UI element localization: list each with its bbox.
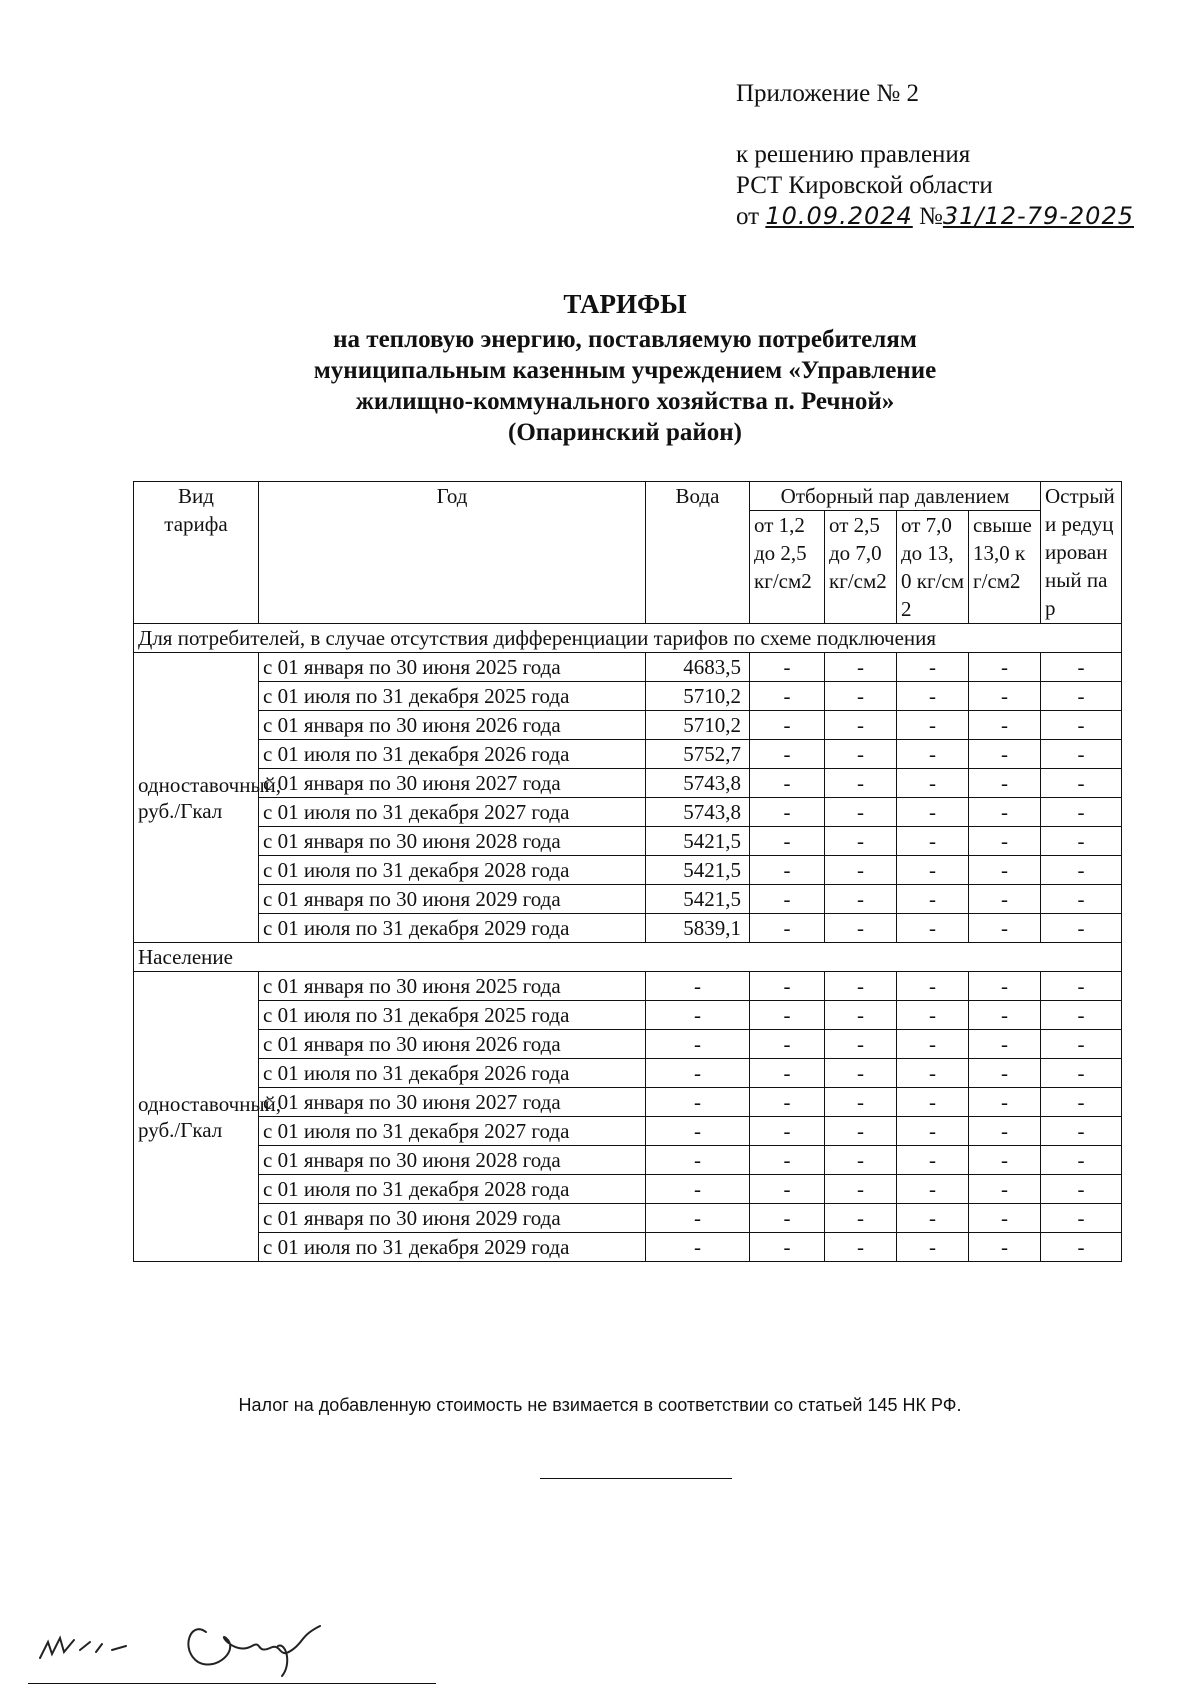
sharp-cell: - [1041, 711, 1122, 740]
p2-cell: - [825, 914, 897, 943]
number-label: № [919, 203, 943, 230]
period-cell: с 01 июля по 31 декабря 2025 года [259, 1001, 646, 1030]
p1-cell: - [750, 972, 825, 1001]
header-sharp-steam: Острый и редуцированный пар [1041, 482, 1122, 624]
table-row [134, 711, 1122, 740]
table-row [134, 1117, 1122, 1146]
water-cell: - [646, 972, 750, 1001]
period-cell: с 01 января по 30 июня 2027 года [259, 1088, 646, 1117]
period-cell: с 01 июля по 31 декабря 2026 года [259, 1059, 646, 1088]
period-cell: с 01 июля по 31 декабря 2027 года [259, 1117, 646, 1146]
table-row [134, 1146, 1122, 1175]
p2-cell: - [825, 798, 897, 827]
water-cell: - [646, 1175, 750, 1204]
table-row [134, 1088, 1122, 1117]
p1-cell: - [750, 1001, 825, 1030]
period-cell: с 01 января по 30 июня 2028 года [259, 1146, 646, 1175]
header-pressure-2: от 2,5 до 7,0 кг/см2 [825, 511, 897, 624]
table-row [134, 1204, 1122, 1233]
water-cell: - [646, 1059, 750, 1088]
water-cell: 5710,2 [646, 682, 750, 711]
sharp-cell: - [1041, 1088, 1122, 1117]
header-pressure-1: от 1,2 до 2,5 кг/см2 [750, 511, 825, 624]
p2-cell: - [825, 1175, 897, 1204]
water-cell: - [646, 1001, 750, 1030]
p3-cell: - [897, 769, 969, 798]
signature-area [30, 1580, 370, 1685]
p2-cell: - [825, 1146, 897, 1175]
p3-cell: - [897, 1030, 969, 1059]
table-row [134, 1233, 1122, 1262]
p1-cell: - [750, 827, 825, 856]
tariff-table [133, 481, 1122, 1262]
document-title [0, 289, 1200, 448]
p2-cell: - [825, 711, 897, 740]
p4-cell: - [969, 1146, 1041, 1175]
title-line-3: жилищно-коммунального хозяйства п. Речной» [355, 388, 895, 415]
p1-cell: - [750, 769, 825, 798]
period-cell: с 01 июля по 31 декабря 2029 года [259, 914, 646, 943]
sharp-cell: - [1041, 914, 1122, 943]
water-cell: 5710,2 [646, 711, 750, 740]
table-row [134, 1175, 1122, 1204]
water-cell: - [646, 1117, 750, 1146]
period-cell: с 01 января по 30 июня 2025 года [259, 653, 646, 682]
period-cell: с 01 января по 30 июня 2029 года [259, 885, 646, 914]
p1-cell: - [750, 798, 825, 827]
p4-cell: - [969, 1059, 1041, 1088]
period-cell: с 01 января по 30 июня 2026 года [259, 711, 646, 740]
p4-cell: - [969, 1001, 1041, 1030]
p2-cell: - [825, 1001, 897, 1030]
table-row [134, 682, 1122, 711]
p2-cell: - [825, 1204, 897, 1233]
title-main: ТАРИФЫ [563, 289, 687, 319]
handwritten-signature [30, 1580, 370, 1680]
water-cell: 5752,7 [646, 740, 750, 769]
appendix-block [736, 78, 1134, 232]
p1-cell: - [750, 885, 825, 914]
water-cell: 5839,1 [646, 914, 750, 943]
p4-cell: - [969, 1233, 1041, 1262]
p4-cell: - [969, 1088, 1041, 1117]
p1-cell: - [750, 1233, 825, 1262]
period-cell: с 01 июля по 31 декабря 2029 года [259, 1233, 646, 1262]
p4-cell: - [969, 1175, 1041, 1204]
header-water: Вода [646, 482, 750, 624]
table-row [134, 856, 1122, 885]
p3-cell: - [897, 827, 969, 856]
p2-cell: - [825, 1059, 897, 1088]
p4-cell: - [969, 653, 1041, 682]
p3-cell: - [897, 1146, 969, 1175]
sharp-cell: - [1041, 972, 1122, 1001]
header-year: Год [259, 482, 646, 624]
sharp-cell: - [1041, 1059, 1122, 1088]
period-cell: с 01 января по 30 июня 2027 года [259, 769, 646, 798]
header-pressure-4: свыше 13,0 кг/см2 [969, 511, 1041, 624]
sharp-cell: - [1041, 1030, 1122, 1059]
signature-line [28, 1683, 436, 1684]
p3-cell: - [897, 914, 969, 943]
title-line-2: муниципальным казенным учреждением «Управление [313, 357, 937, 384]
p3-cell: - [897, 1233, 969, 1262]
p1-cell: - [750, 740, 825, 769]
period-cell: с 01 января по 30 июня 2025 года [259, 972, 646, 1001]
water-cell: 5421,5 [646, 856, 750, 885]
table-row [134, 914, 1122, 943]
table-row [134, 827, 1122, 856]
p2-cell: - [825, 856, 897, 885]
p3-cell: - [897, 1175, 969, 1204]
water-cell: - [646, 1146, 750, 1175]
p2-cell: - [825, 827, 897, 856]
p3-cell: - [897, 972, 969, 1001]
sharp-cell: - [1041, 885, 1122, 914]
table-row [134, 972, 1122, 1001]
p4-cell: - [969, 682, 1041, 711]
p2-cell: - [825, 769, 897, 798]
sharp-cell: - [1041, 1146, 1122, 1175]
vat-footnote: Налог на добавленную стоимость не взимается в соответствии со статьей 145 НК РФ. [238, 1395, 962, 1415]
table-row [134, 798, 1122, 827]
table-row [134, 1001, 1122, 1030]
sharp-cell: - [1041, 653, 1122, 682]
water-cell: 5421,5 [646, 885, 750, 914]
period-cell: с 01 января по 30 июня 2028 года [259, 827, 646, 856]
p2-cell: - [825, 972, 897, 1001]
p2-cell: - [825, 740, 897, 769]
appendix-number: Приложение № 2 [736, 80, 920, 107]
p2-cell: - [825, 1088, 897, 1117]
period-cell: с 01 января по 30 июня 2029 года [259, 1204, 646, 1233]
p1-cell: - [750, 1059, 825, 1088]
appendix-date-line [736, 201, 1134, 232]
appendix-decision: к решению правления [736, 141, 971, 168]
p4-cell: - [969, 740, 1041, 769]
p3-cell: - [897, 1001, 969, 1030]
header-kind: Вид тарифа [134, 482, 259, 624]
p2-cell: - [825, 653, 897, 682]
p4-cell: - [969, 769, 1041, 798]
water-cell: 5421,5 [646, 827, 750, 856]
sharp-cell: - [1041, 740, 1122, 769]
p1-cell: - [750, 1088, 825, 1117]
sharp-cell: - [1041, 769, 1122, 798]
sharp-cell: - [1041, 798, 1122, 827]
p3-cell: - [897, 1088, 969, 1117]
title-line-4: (Опаринский район) [508, 419, 742, 446]
header-pressure-3: от 7,0 до 13,0 кг/см2 [897, 511, 969, 624]
p4-cell: - [969, 711, 1041, 740]
table-row [134, 769, 1122, 798]
p2-cell: - [825, 682, 897, 711]
p2-cell: - [825, 1233, 897, 1262]
water-cell: - [646, 1204, 750, 1233]
p1-cell: - [750, 856, 825, 885]
sharp-cell: - [1041, 1001, 1122, 1030]
appendix-authority: РСТ Кировской области [736, 172, 993, 199]
table-row [134, 740, 1122, 769]
p1-cell: - [750, 1175, 825, 1204]
p2-cell: - [825, 885, 897, 914]
p4-cell: - [969, 1117, 1041, 1146]
decision-date: 10.09.2024 [765, 202, 913, 230]
p3-cell: - [897, 653, 969, 682]
p1-cell: - [750, 1204, 825, 1233]
sharp-cell: - [1041, 856, 1122, 885]
water-cell: - [646, 1030, 750, 1059]
p4-cell: - [969, 827, 1041, 856]
p1-cell: - [750, 1117, 825, 1146]
table-row [134, 885, 1122, 914]
decision-number: 31/12-79-2025 [942, 202, 1134, 230]
p3-cell: - [897, 711, 969, 740]
sharp-cell: - [1041, 1233, 1122, 1262]
p4-cell: - [969, 856, 1041, 885]
table-row [134, 1059, 1122, 1088]
period-cell: с 01 июля по 31 декабря 2027 года [259, 798, 646, 827]
table-row [134, 1030, 1122, 1059]
p3-cell: - [897, 1059, 969, 1088]
p4-cell: - [969, 798, 1041, 827]
period-cell: с 01 июля по 31 декабря 2025 года [259, 682, 646, 711]
sharp-cell: - [1041, 1204, 1122, 1233]
title-line-1: на тепловую энергию, поставляемую потребителям [333, 326, 917, 353]
tariff-kind-general: одноставочный, руб./Гкал [134, 653, 259, 943]
period-cell: с 01 июля по 31 декабря 2026 года [259, 740, 646, 769]
water-cell: - [646, 1233, 750, 1262]
p4-cell: - [969, 1204, 1041, 1233]
sharp-cell: - [1041, 682, 1122, 711]
sharp-cell: - [1041, 1175, 1122, 1204]
p3-cell: - [897, 1204, 969, 1233]
period-cell: с 01 января по 30 июня 2026 года [259, 1030, 646, 1059]
tariff-kind-population: одноставочный, руб./Гкал [134, 972, 259, 1262]
water-cell: 5743,8 [646, 798, 750, 827]
p1-cell: - [750, 1030, 825, 1059]
tariff-table-body [134, 624, 1122, 1262]
water-cell: 4683,5 [646, 653, 750, 682]
p1-cell: - [750, 682, 825, 711]
p3-cell: - [897, 798, 969, 827]
water-cell: - [646, 1088, 750, 1117]
p3-cell: - [897, 885, 969, 914]
p4-cell: - [969, 914, 1041, 943]
section-population: Население [134, 943, 1122, 972]
header-selective-steam: Отборный пар давлением [750, 482, 1041, 511]
period-cell: с 01 июля по 31 декабря 2028 года [259, 856, 646, 885]
p1-cell: - [750, 711, 825, 740]
p4-cell: - [969, 972, 1041, 1001]
from-label: от [736, 203, 760, 230]
section-general: Для потребителей, в случае отсутствия дифференциации тарифов по схеме подключения [134, 624, 1122, 653]
sharp-cell: - [1041, 1117, 1122, 1146]
table-row [134, 653, 1122, 682]
p4-cell: - [969, 1030, 1041, 1059]
p3-cell: - [897, 740, 969, 769]
sharp-cell: - [1041, 827, 1122, 856]
p3-cell: - [897, 682, 969, 711]
p1-cell: - [750, 653, 825, 682]
end-divider [540, 1478, 732, 1479]
p3-cell: - [897, 1117, 969, 1146]
p1-cell: - [750, 914, 825, 943]
water-cell: 5743,8 [646, 769, 750, 798]
p3-cell: - [897, 856, 969, 885]
p2-cell: - [825, 1030, 897, 1059]
p4-cell: - [969, 885, 1041, 914]
p1-cell: - [750, 1146, 825, 1175]
period-cell: с 01 июля по 31 декабря 2028 года [259, 1175, 646, 1204]
p2-cell: - [825, 1117, 897, 1146]
